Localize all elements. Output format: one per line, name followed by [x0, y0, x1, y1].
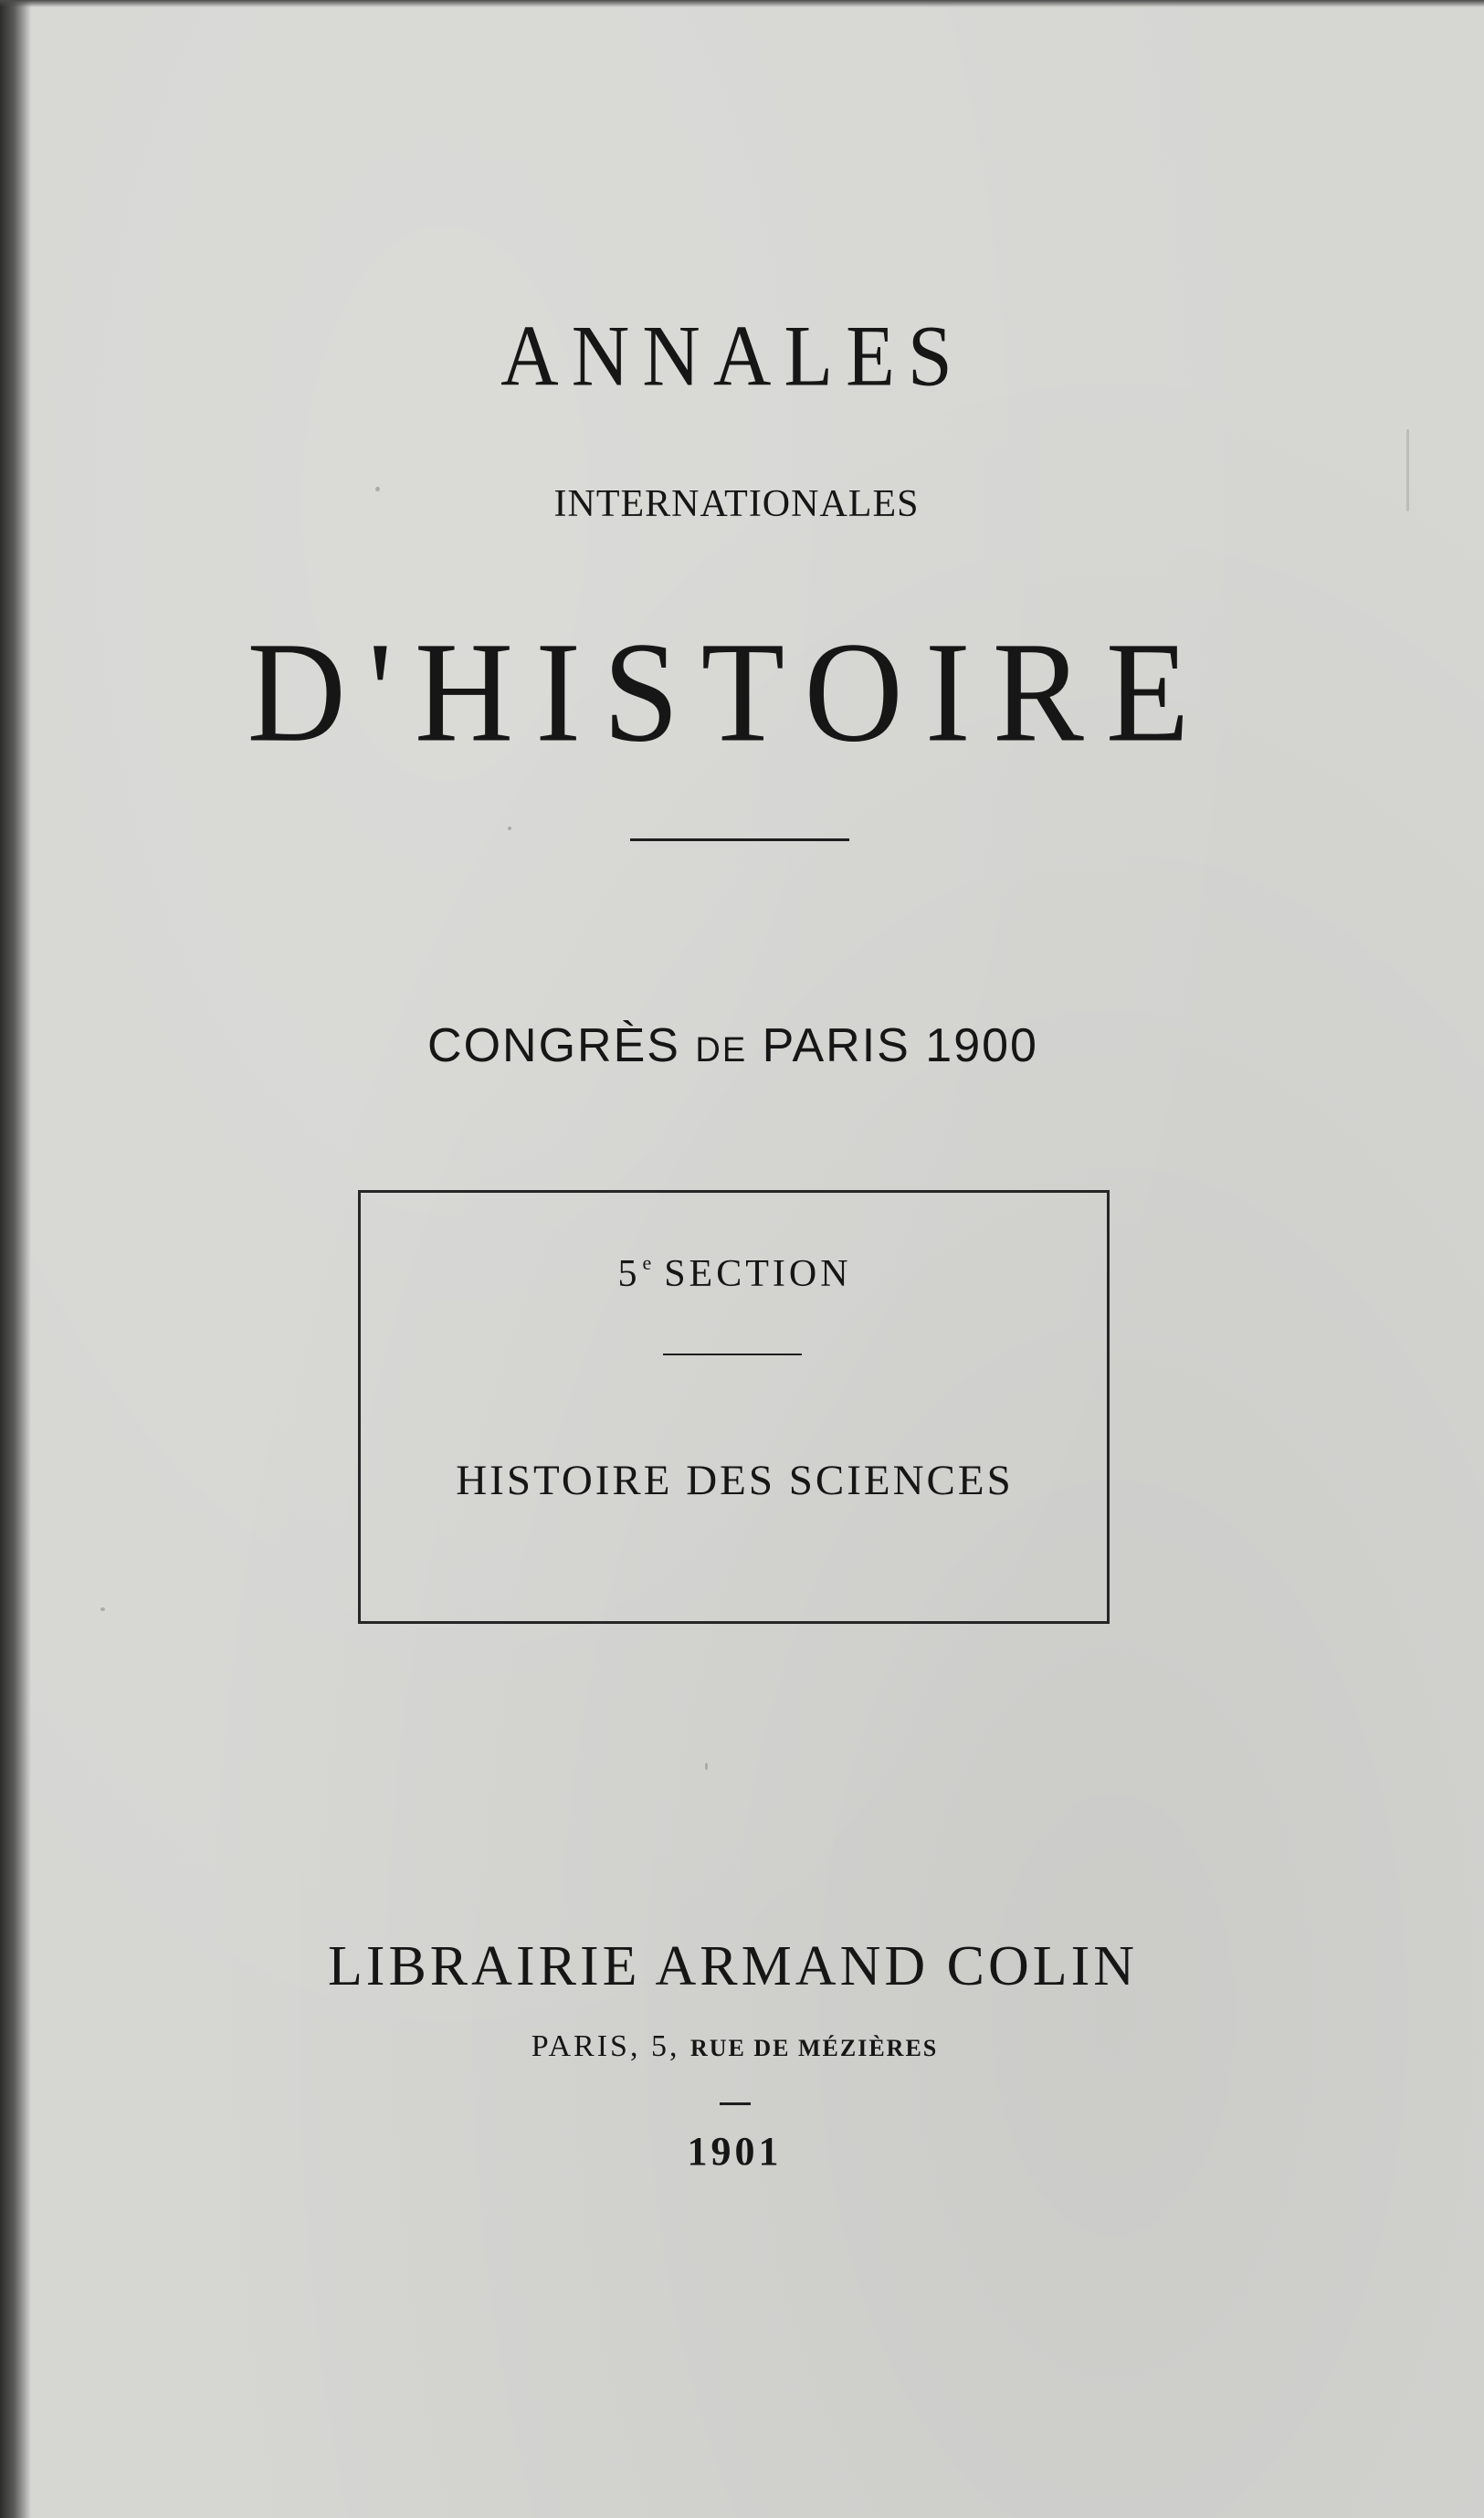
paper-speck — [508, 827, 511, 830]
publisher-name: LIBRAIRIE ARMAND COLIN — [327, 1935, 1139, 1997]
publisher-address — [0, 2029, 1477, 2064]
publication-year: 1901 — [687, 2129, 783, 2174]
section-title: HISTOIRE DES SCIENCES — [456, 1457, 1014, 1504]
congress-line — [0, 1018, 1475, 1073]
paper-speck — [705, 1763, 708, 1770]
congress-word: CONGRÈS — [427, 1019, 680, 1072]
title-divider — [630, 838, 849, 841]
section-ordinal-suffix: e — [642, 1251, 652, 1274]
address-city: PARIS, 5, — [531, 2029, 680, 2063]
page-top-shadow — [0, 0, 1484, 7]
section-label — [0, 1251, 1477, 1296]
paper-speck — [100, 1607, 105, 1611]
address-divider — [720, 2102, 751, 2105]
congress-de: DE — [695, 1031, 748, 1069]
title-internationales: INTERNATIONALES — [553, 483, 920, 525]
congress-place-year: PARIS 1900 — [762, 1019, 1038, 1072]
address-street: RUE DE MÉZIÈRES — [689, 2035, 939, 2061]
section-divider — [663, 1354, 802, 1355]
title-histoire: D'HISTOIRE — [247, 612, 1212, 773]
section-number: 5 — [617, 1253, 641, 1295]
section-word: SECTION — [664, 1253, 852, 1295]
title-annales: ANNALES — [500, 309, 965, 405]
